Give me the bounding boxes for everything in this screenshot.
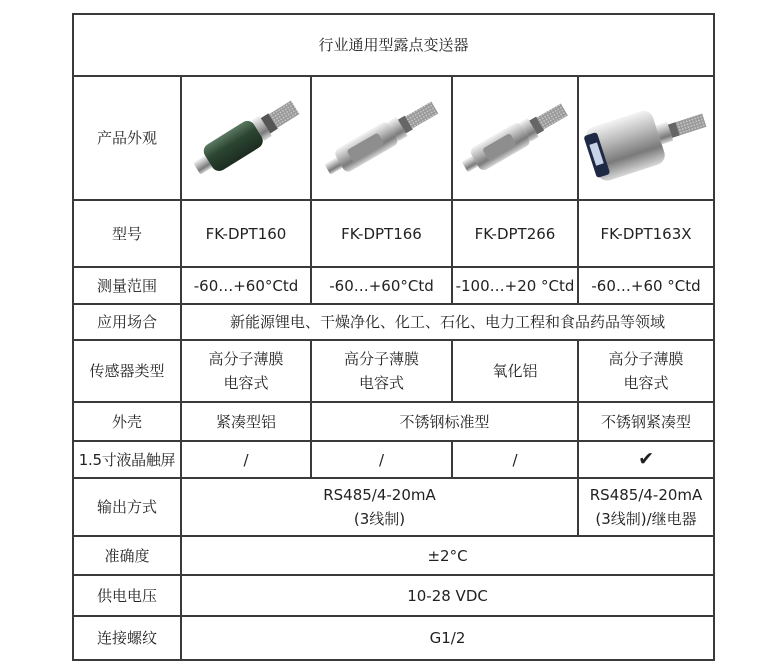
output-line: RS485/4-20mA xyxy=(589,486,703,504)
sensor-cell xyxy=(181,340,311,402)
sensor-cell xyxy=(578,340,714,402)
model-cell: FK-DPT160 xyxy=(181,200,311,267)
range-cell: -60…+60 °Ctd xyxy=(578,267,714,304)
output-line: RS485/4-20mA xyxy=(323,486,436,504)
output-cell xyxy=(578,478,714,536)
lcd-cell: / xyxy=(311,441,452,478)
row-label-sensor: 传感器类型 xyxy=(73,340,181,402)
row-label-range: 测量范围 xyxy=(73,267,181,304)
application-cell: 新能源锂电、干燥净化、化工、石化、电力工程和食品药品等领域 xyxy=(181,304,714,340)
row-label-application: 应用场合 xyxy=(73,304,181,340)
range-cell: -60…+60°Ctd xyxy=(181,267,311,304)
sensor-line: 高分子薄膜 xyxy=(608,350,684,368)
sensor-line: 氧化铝 xyxy=(492,362,538,380)
sensor-cell xyxy=(311,340,452,402)
output-line: (3线制)/继电器 xyxy=(595,510,697,528)
appearance-cell xyxy=(452,76,578,200)
housing-cell: 不锈钢标准型 xyxy=(311,402,578,441)
output-cell xyxy=(181,478,578,536)
housing-cell: 紧凑型铝 xyxy=(181,402,311,441)
thread-cell: G1/2 xyxy=(181,616,714,660)
row-label-accuracy: 准确度 xyxy=(73,536,181,575)
appearance-cell xyxy=(578,76,714,200)
sensor-line: 高分子薄膜 xyxy=(343,350,419,368)
sensor-line: 电容式 xyxy=(623,374,669,392)
sensor-photo-dpt166 xyxy=(317,83,447,193)
sensor-line: 电容式 xyxy=(223,374,269,392)
row-label-appearance: 产品外观 xyxy=(73,76,181,200)
row-label-output: 输出方式 xyxy=(73,478,181,536)
model-cell: FK-DPT166 xyxy=(311,200,452,267)
appearance-cell xyxy=(311,76,452,200)
sensor-line: 电容式 xyxy=(358,374,404,392)
sensor-photo-dpt163x xyxy=(581,83,711,193)
output-line: (3线制) xyxy=(353,510,406,528)
row-label-thread: 连接螺纹 xyxy=(73,616,181,660)
spec-table xyxy=(72,13,715,661)
range-cell: -60…+60°Ctd xyxy=(311,267,452,304)
appearance-cell xyxy=(181,76,311,200)
sensor-photo-dpt160 xyxy=(186,83,306,193)
model-cell: FK-DPT163X xyxy=(578,200,714,267)
row-label-housing: 外壳 xyxy=(73,402,181,441)
accuracy-cell: ±2°C xyxy=(181,536,714,575)
row-label-model: 型号 xyxy=(73,200,181,267)
supply-cell: 10-28 VDC xyxy=(181,575,714,616)
checkmark-icon: ✔ xyxy=(638,448,654,470)
model-cell: FK-DPT266 xyxy=(452,200,578,267)
lcd-cell: / xyxy=(181,441,311,478)
row-label-supply: 供电电压 xyxy=(73,575,181,616)
range-cell: -100…+20 °Ctd xyxy=(452,267,578,304)
sensor-cell xyxy=(452,340,578,402)
sensor-photo-dpt266 xyxy=(455,83,575,193)
row-label-lcd: 1.5寸液晶触屏 xyxy=(73,441,181,478)
table-title: 行业通用型露点变送器 xyxy=(73,14,714,76)
housing-cell: 不锈钢紧凑型 xyxy=(578,402,714,441)
lcd-cell xyxy=(578,441,714,478)
lcd-cell: / xyxy=(452,441,578,478)
sensor-line: 高分子薄膜 xyxy=(208,350,284,368)
